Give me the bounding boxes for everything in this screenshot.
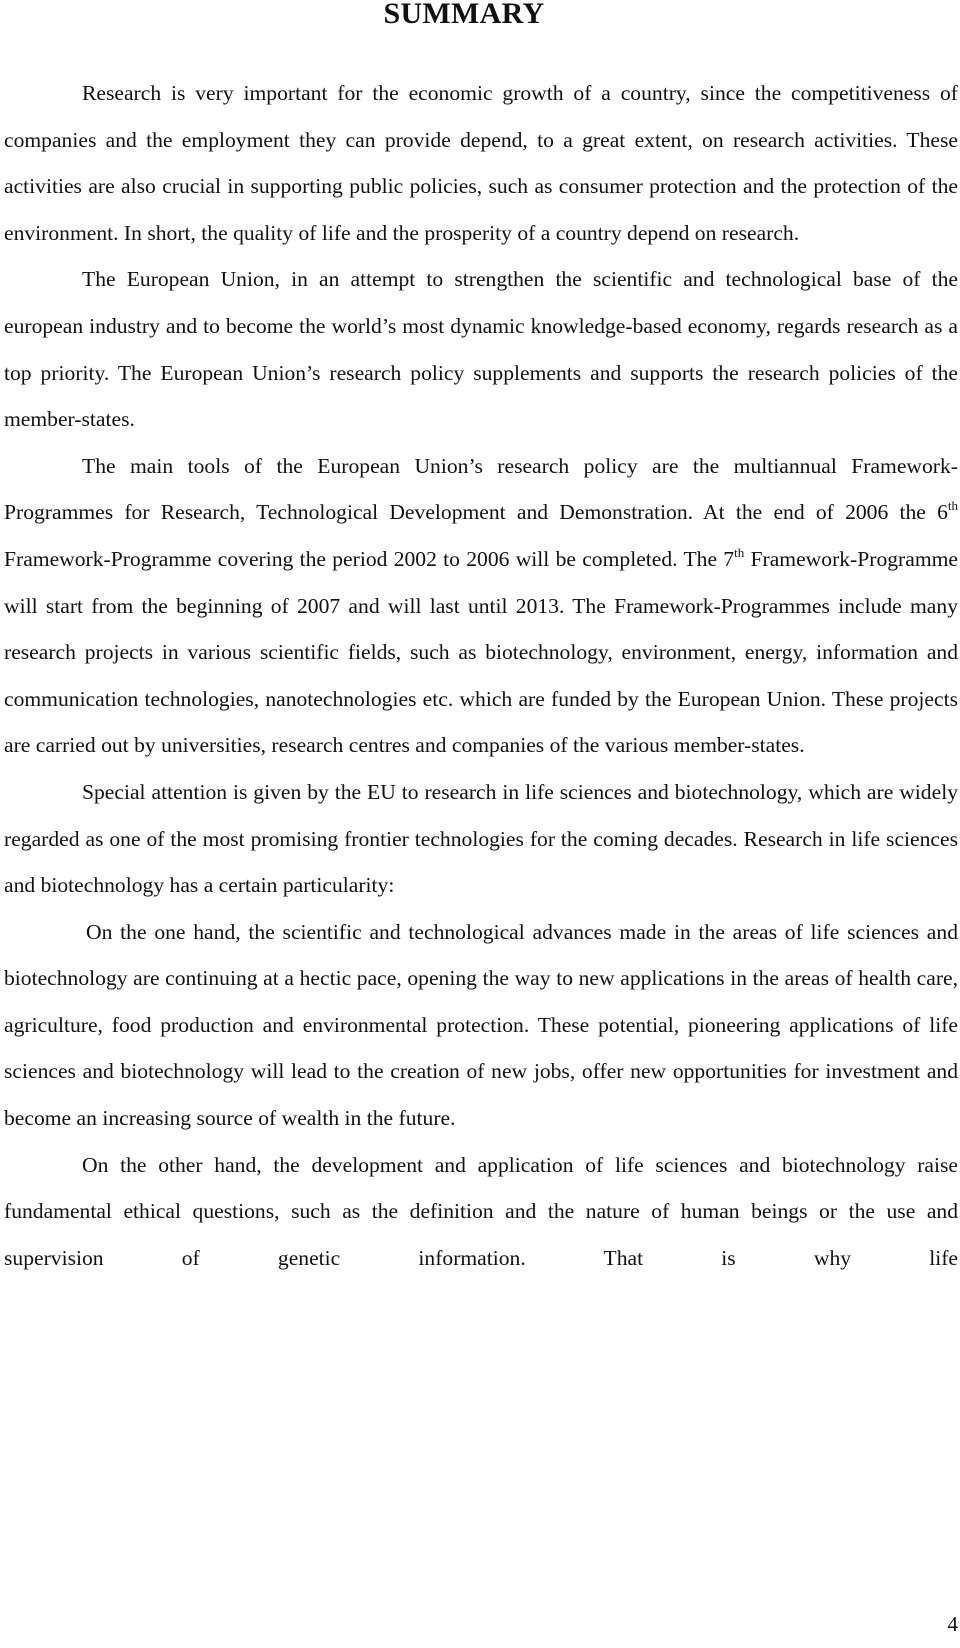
superscript-th-6: th [947, 498, 958, 514]
page-title: SUMMARY [383, 0, 545, 30]
paragraph-one-hand: On the one hand, the scientific and technological advances made in the areas of life sciences and biotechnology are continuing at a hectic pace, opening the way to new applications in the areas of health care, agriculture, food production and environmental protection. These potential, pioneering applications of life sciences and biotechnology will lead to the creation of new jobs, offer new opportunities for investment and become an increasing source of wealth in the future. [4, 919, 958, 1131]
paragraph-research-importance: Research is very important for the economic growth of a country, since the competitiveness of companies and the employment they can provide depend, to a great extent, on research activities. These activities are also crucial in supporting public policies, such as consumer protection and the protection of the environment. In short, the quality of life and the prosperity of a country depend on research. [4, 81, 958, 245]
paragraph-eu-priority: The European Union, in an attempt to strengthen the scientific and technological base of the european industry and to become the world’s most dynamic knowledge-based economy, regards research as a top priority. The European Union’s research policy supplements and supports the research policies of the member-states. [4, 267, 958, 432]
body-text [4, 70, 958, 1281]
paragraph-life-sciences-attention: Special attention is given by the EU to research in life sciences and biotechnology, which are widely regarded as one of the most promising frontier technologies for the coming decades. Research in life sciences and biotechnology has a certain particularity: [4, 779, 958, 898]
paragraph-other-hand: On the other hand, the development and application of life sciences and biotechnology raise fundamental ethical questions, such as the definition and the nature of human beings or the use and supervision of genetic information. That is why life [4, 1152, 958, 1270]
paragraph-framework-text-2: Framework-Programme covering the period 2002 to 2006 will be completed. The 7 [4, 546, 735, 571]
paragraph-framework-programmes [4, 443, 958, 769]
superscript-th-7: th [734, 544, 745, 560]
page-number: 4 [947, 1612, 958, 1636]
paragraph-framework-text-1: The main tools of the European Union’s research policy are the multiannual Framework-Programmes for Research, Technological Development and Demonstration. At the end of 2006 the 6 [4, 453, 958, 525]
paragraph-framework-text-3: Framework-Programme will start from the beginning of 2007 and will last until 2013. The Framework-Programmes include many research projects in various scientific fields, such as biotechnology, environment, energy, information and communication technologies, nanotechnologies etc. which are funded by the European Union. These projects are carried out by universities, research centres and companies of the various member-states. [4, 546, 958, 758]
